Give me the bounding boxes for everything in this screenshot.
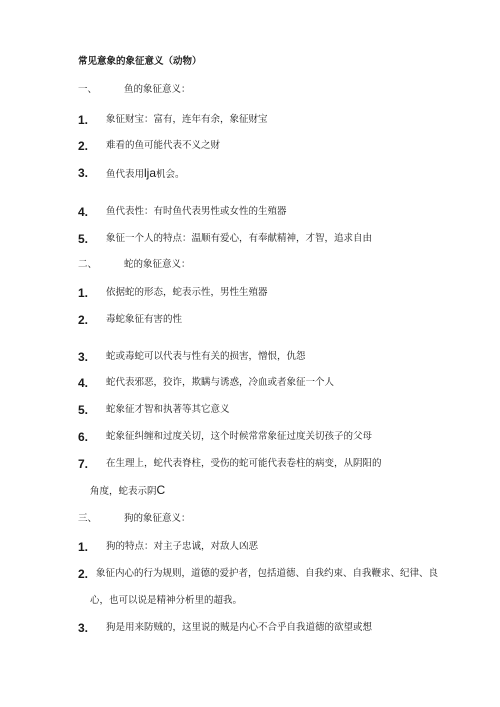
section-number: 三、 [78,513,98,524]
item-number: 6. [78,430,89,444]
item-text-part: lja [144,166,157,180]
section-heading: 鱼的象征意义： [124,84,191,95]
item-text: 狗的特点：对主子忠诚，对敌人凶恶 [106,541,259,552]
item-text: 毒蛇象征有害的性 [106,314,183,325]
item-text-part: 角度，蛇表示阴 [90,486,157,497]
item-number: 2. [78,313,89,327]
item-text-part: 机会。 [156,169,185,180]
item-text: 蛇象征纠缠和过度关切，这个时候常常象征过度关切孩子的父母 [106,431,373,442]
item-number: 1. [78,113,89,127]
item-text [106,167,185,181]
item-number: 2. [78,567,89,581]
item-number: 3. [78,166,89,180]
item-text: 象征财宝：富有，连年有余，象征财宝 [106,114,268,125]
item-number: 2. [78,139,89,153]
item-number: 5. [78,403,89,417]
item-text: 依据蛇的形态，蛇表示性，男性生殖器 [106,287,268,298]
item-text: 在生理上，蛇代表脊柱，受伤的蛇可能代表卷柱的病变，从阴阳的 [106,458,382,469]
item-text: 难看的鱼可能代表不义之财 [106,140,221,151]
item-text: 蛇象征才智和执著等其它意义 [106,404,230,415]
item-number: 1. [78,286,89,300]
item-text-continuation [90,484,165,498]
item-number: 3. [78,621,89,635]
item-number: 4. [78,376,89,390]
item-number: 4. [78,205,89,219]
section-heading: 蛇的象征意义： [124,259,191,270]
page-title: 常见意象的象征意义（动物） [78,56,202,67]
item-text: 象征一个人的特点：温顺有爱心，有奉献精神，才智，追求自由 [106,233,373,244]
item-text: 象征内心的行为规则，道德的爱护者，包括道德、自我约束、自我鞭求、纪律、良 [96,568,439,579]
section-number: 一、 [78,84,98,95]
section-heading: 狗的象征意义： [124,513,191,524]
item-text-part: 鱼代表用 [106,169,145,180]
item-text: 蛇代表邪恶，狡诈，欺瞒与诱惑，冷血或者象征一个人 [106,377,335,388]
section-number: 二、 [78,259,98,270]
item-number: 1. [78,540,89,554]
item-text-part: C [156,483,166,497]
item-number: 7. [78,457,89,471]
item-number: 3. [78,350,89,364]
item-text: 蛇或毒蛇可以代表与性有关的损害，憎恨，仇怨 [106,351,306,362]
item-text: 狗是用来防贼的，这里说的贼是内心不合乎自我道德的欲望或想 [106,622,373,633]
item-text: 鱼代表性：有时鱼代表男性或女性的生殖器 [106,206,287,217]
item-text-continuation: 心，也可以说是精神分析里的超我。 [90,595,243,606]
item-number: 5. [78,232,89,246]
